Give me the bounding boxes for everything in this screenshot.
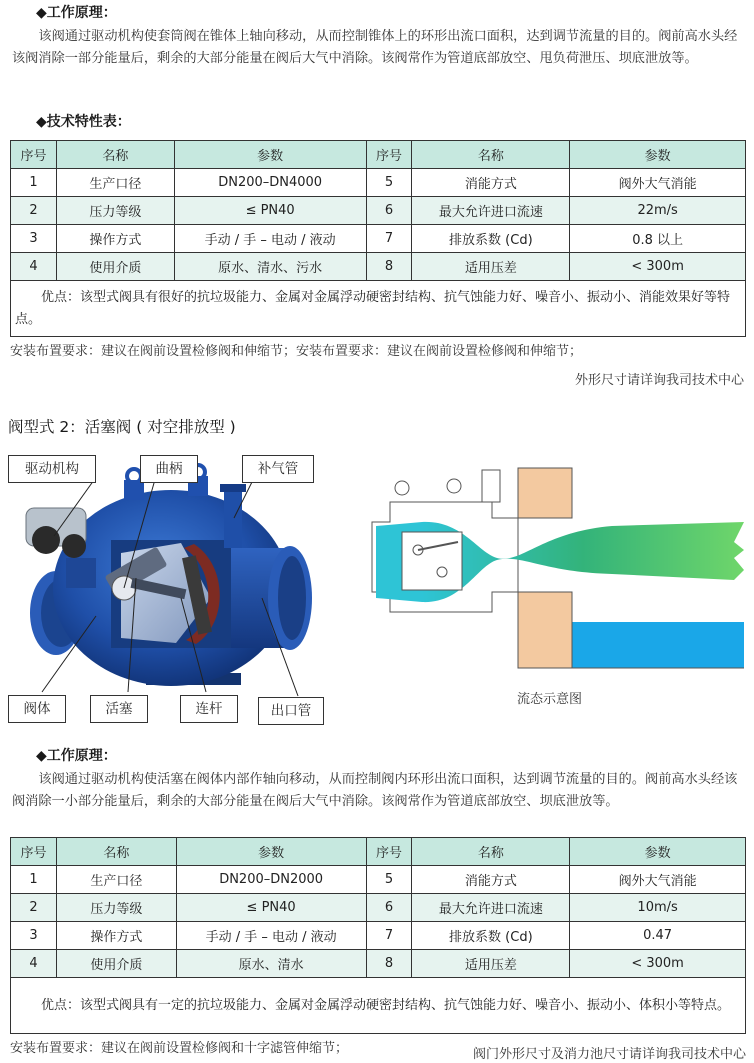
table-cell: 3 bbox=[11, 922, 57, 950]
table-cell: 排放系数 (Cd) bbox=[412, 922, 570, 950]
table-cell: 4 bbox=[11, 950, 57, 978]
flow-pattern-diagram bbox=[362, 462, 748, 672]
table-cell: 阀外大气消能 bbox=[570, 169, 746, 197]
callout-drive-mechanism: 驱动机构 bbox=[8, 455, 96, 483]
header-cell: 名称 bbox=[56, 838, 176, 866]
table-cell: 1 bbox=[11, 866, 57, 894]
table-cell: 压力等级 bbox=[56, 894, 176, 922]
table-cell: 3 bbox=[11, 225, 57, 253]
principle-heading-1: ◆工作原理： bbox=[36, 5, 117, 21]
table-cell: 适用压差 bbox=[412, 950, 570, 978]
header-cell: 参数 bbox=[570, 838, 746, 866]
table-cell: 适用压差 bbox=[412, 253, 570, 281]
callout-outlet-pipe: 出口管 bbox=[258, 697, 324, 725]
table-row bbox=[11, 950, 746, 978]
dimension-note-2: 阀门外形尺寸及消力池尺寸请详询我司技术中心 bbox=[472, 1047, 746, 1062]
table-cell: 22m/s bbox=[570, 197, 746, 225]
callout-crank: 曲柄 bbox=[140, 455, 198, 483]
table-cell: 操作方式 bbox=[56, 225, 174, 253]
table-cell: 原水、清水 bbox=[176, 950, 366, 978]
advantages-note: 优点：该型式阀具有很好的抗垃圾能力、金属对金属浮动硬密封结构、抗气蚀能力好、噪音小、振动小、消能效果好等特点。 bbox=[11, 281, 746, 337]
table-cell: 最大允许进口流速 bbox=[412, 894, 570, 922]
table-cell: 6 bbox=[366, 894, 412, 922]
table-cell: 5 bbox=[366, 169, 412, 197]
table-cell: ≤ PN40 bbox=[176, 894, 366, 922]
table-cell: 操作方式 bbox=[56, 922, 176, 950]
principle-heading-2: ◆工作原理： bbox=[36, 748, 117, 764]
header-cell: 名称 bbox=[56, 141, 174, 169]
outlet-pipe bbox=[228, 546, 312, 650]
table-cell: 最大允许进口流速 bbox=[412, 197, 570, 225]
spec-table-2 bbox=[10, 837, 746, 1034]
table-header-row bbox=[11, 838, 746, 866]
table-cell: 7 bbox=[366, 225, 412, 253]
table-cell: 生产口径 bbox=[56, 169, 174, 197]
piston-valve-illustration bbox=[6, 448, 336, 730]
table-cell: 8 bbox=[366, 950, 412, 978]
table-cell: DN200–DN2000 bbox=[176, 866, 366, 894]
callout-piston: 活塞 bbox=[90, 695, 148, 723]
header-cell: 参数 bbox=[570, 141, 746, 169]
table-cell: 6 bbox=[366, 197, 412, 225]
callout-valve-body: 阀体 bbox=[8, 695, 66, 723]
table-cell: 1 bbox=[11, 169, 57, 197]
table-row bbox=[11, 894, 746, 922]
header-cell: 名称 bbox=[412, 838, 570, 866]
principle-text-2: 该阀通过驱动机构使活塞在阀体内部作轴向移动，从而控制阀内环形出流口面积，达到调节流量的目的。阀前高水头经该阀消除一小部分能量后，剩余的大部分能量在阀后大气中消除。该阀常作为管道底部放空、坝底泄放等。 bbox=[12, 772, 738, 809]
table-cell: 阀外大气消能 bbox=[570, 866, 746, 894]
table-cell: 使用介质 bbox=[56, 253, 174, 281]
table-cell: 2 bbox=[11, 894, 57, 922]
install-requirement-1: 安装布置要求：建议在阀前设置检修阀和伸缩节；安装布置要求：建议在阀前设置检修阀和伸缩节； bbox=[10, 344, 583, 359]
spec-heading: ◆技术特性表： bbox=[36, 114, 131, 130]
piston-internal bbox=[402, 532, 462, 590]
install-requirement-2: 安装布置要求：建议在阀前设置检修阀和十字滤管伸缩节； bbox=[10, 1041, 349, 1056]
valve-type-title: 阀型式 2：活塞阀 ( 对空排放型 ) bbox=[8, 418, 236, 436]
table-header-row bbox=[11, 141, 746, 169]
callout-air-pipe: 补气管 bbox=[242, 455, 314, 483]
table-cell: 使用介质 bbox=[56, 950, 176, 978]
table-cell: 压力等级 bbox=[56, 197, 174, 225]
table-note-row bbox=[11, 978, 746, 1034]
header-cell: 序号 bbox=[366, 838, 412, 866]
table-cell: 0.47 bbox=[570, 922, 746, 950]
spec-table-1 bbox=[10, 140, 746, 337]
principle-text-1: 该阀通过驱动机构使套筒阀在锥体上轴向移动，从而控制锥体上的环形出流口面积，达到调节流量的目的。阀前高水头经该阀消除一部分能量后，剩余的大部分能量在阀后大气中消除。该阀常作为管道底部放空、甩负荷泄压、坝底泄放等。 bbox=[12, 29, 738, 66]
header-cell: 序号 bbox=[11, 141, 57, 169]
table-cell: 手动 / 手 – 电动 / 液动 bbox=[176, 922, 366, 950]
table-cell: 7 bbox=[366, 922, 412, 950]
stilling-pool bbox=[572, 592, 744, 668]
table-cell: DN200–DN4000 bbox=[174, 169, 366, 197]
advantages-note: 优点：该型式阀具有一定的抗垃圾能力、金属对金属浮动硬密封结构、抗气蚀能力好、噪音小、振动小、体积小等特点。 bbox=[11, 978, 746, 1034]
table-row bbox=[11, 253, 746, 281]
dimension-note-1: 外形尺寸请详询我司技术中心 bbox=[574, 373, 744, 388]
table-row bbox=[11, 866, 746, 894]
header-cell: 序号 bbox=[11, 838, 57, 866]
table-cell: 8 bbox=[366, 253, 412, 281]
table-cell: < 300m bbox=[570, 253, 746, 281]
table-cell: ≤ PN40 bbox=[174, 197, 366, 225]
table-cell: 生产口径 bbox=[56, 866, 176, 894]
callout-rod: 连杆 bbox=[180, 695, 238, 723]
table-cell: 10m/s bbox=[570, 894, 746, 922]
header-cell: 名称 bbox=[412, 141, 570, 169]
table-cell: 手动 / 手 – 电动 / 液动 bbox=[174, 225, 366, 253]
table-row bbox=[11, 169, 746, 197]
table-cell: 消能方式 bbox=[412, 866, 570, 894]
table-cell: 原水、清水、污水 bbox=[174, 253, 366, 281]
table-cell: 消能方式 bbox=[412, 169, 570, 197]
table-row bbox=[11, 225, 746, 253]
flow-diagram-caption: 流态示意图 bbox=[517, 692, 583, 707]
table-cell: 4 bbox=[11, 253, 57, 281]
table-row bbox=[11, 922, 746, 950]
header-cell: 序号 bbox=[366, 141, 412, 169]
table-note-row bbox=[11, 281, 746, 337]
table-cell: < 300m bbox=[570, 950, 746, 978]
header-cell: 参数 bbox=[174, 141, 366, 169]
table-row bbox=[11, 197, 746, 225]
table-cell: 排放系数 (Cd) bbox=[412, 225, 570, 253]
header-cell: 参数 bbox=[176, 838, 366, 866]
table-cell: 0.8 以上 bbox=[570, 225, 746, 253]
table-cell: 5 bbox=[366, 866, 412, 894]
table-cell: 2 bbox=[11, 197, 57, 225]
